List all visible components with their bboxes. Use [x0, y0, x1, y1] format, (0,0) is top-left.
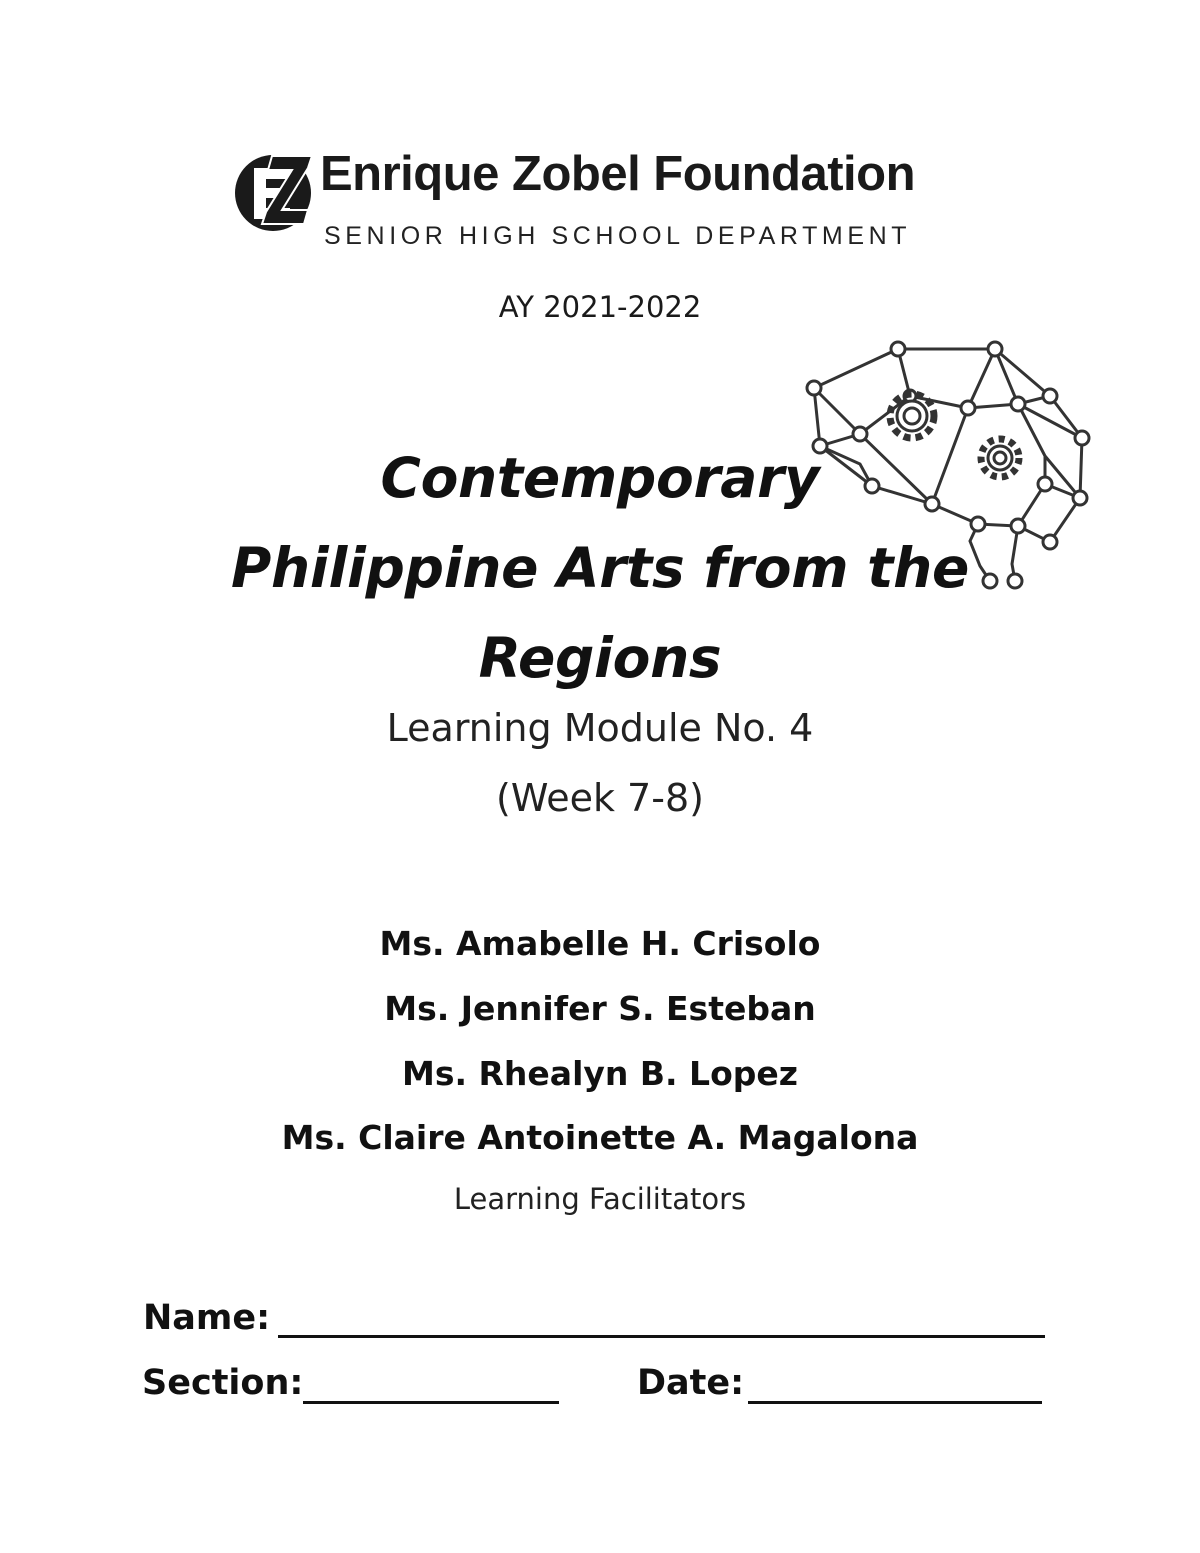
ez-logo-mark-icon: [232, 148, 314, 234]
gear-large-icon: [890, 394, 934, 438]
school-logo: [232, 146, 972, 256]
facilitator-name: Ms. Claire Antoinette A. Magalona: [281, 1118, 919, 1157]
facilitator-name: Ms. Rhealyn B. Lopez: [402, 1054, 798, 1093]
academic-year: AY 2021-2022: [498, 290, 702, 324]
date-label: Date:: [637, 1363, 745, 1403]
module-number: Learning Module No. 4: [386, 706, 814, 750]
name-field-line[interactable]: [278, 1335, 1045, 1338]
title-line-2: Philippine Arts from the: [231, 536, 969, 600]
organization-name: Enrique Zobel Foundation: [320, 147, 915, 201]
title-line-1: Contemporary: [380, 446, 820, 510]
date-field-line[interactable]: [748, 1401, 1042, 1404]
facilitator-name: Ms. Amabelle H. Crisolo: [379, 924, 821, 963]
facilitator-name: Ms. Jennifer S. Esteban: [384, 989, 816, 1028]
section-label: Section:: [142, 1363, 304, 1403]
section-field-line[interactable]: [303, 1401, 559, 1404]
name-label: Name:: [143, 1298, 271, 1338]
module-weeks: (Week 7-8): [496, 776, 704, 820]
facilitators-label: Learning Facilitators: [453, 1182, 747, 1216]
department-name: SENIOR HIGH SCHOOL DEPARTMENT: [324, 222, 912, 250]
title-line-3: Regions: [478, 626, 722, 690]
